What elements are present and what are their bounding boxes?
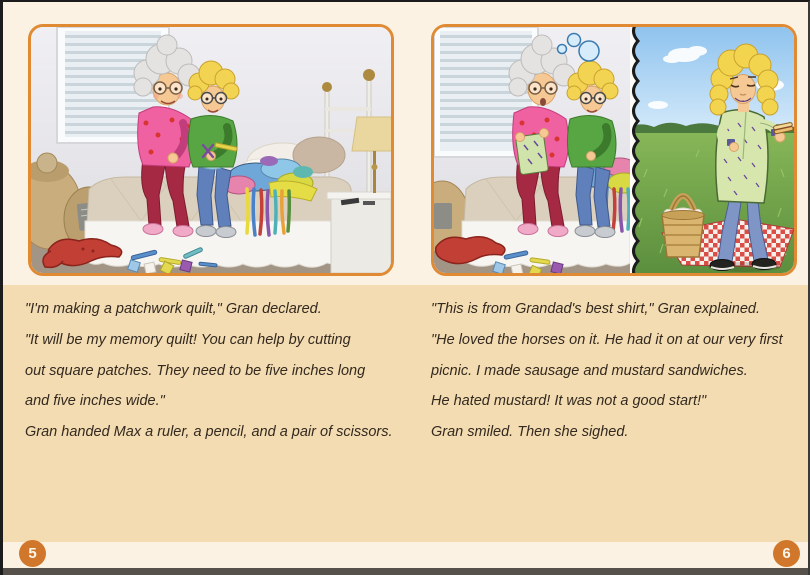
story-line: "This is from Grandad's best shirt," Gran explained. (431, 301, 760, 317)
story-illustration-right (431, 24, 797, 276)
story-line: He hated mustard! It was not a good start!" (431, 393, 707, 410)
bottom-edge-bar (3, 568, 808, 575)
story-illustration-left (28, 24, 394, 276)
right-page-story-text (431, 294, 810, 448)
story-line: Gran handed Max a ruler, a pencil, and a pair of scissors. (25, 424, 393, 441)
picnic-memory-scene (624, 27, 794, 273)
story-line: "He loved the horses on it. He had it on at our very first (431, 331, 783, 348)
page-number-right-badge: 6 (773, 540, 800, 567)
page-number-left-badge: 5 (19, 540, 46, 567)
story-line: "It will be my memory quilt! You can help by cutting (25, 331, 351, 348)
story-line: "I'm making a patchwork quilt," Gran declared. (25, 301, 322, 317)
story-line: picnic. I made sausage and mustard sandwiches. (431, 362, 748, 379)
left-page-story-text (25, 294, 417, 448)
story-line: and five inches wide." (25, 393, 165, 410)
story-line: out square patches. They need to be five inches long (25, 362, 366, 379)
story-line: Gran smiled. Then she sighed. (431, 424, 629, 441)
bedroom-memory-side (434, 27, 640, 273)
